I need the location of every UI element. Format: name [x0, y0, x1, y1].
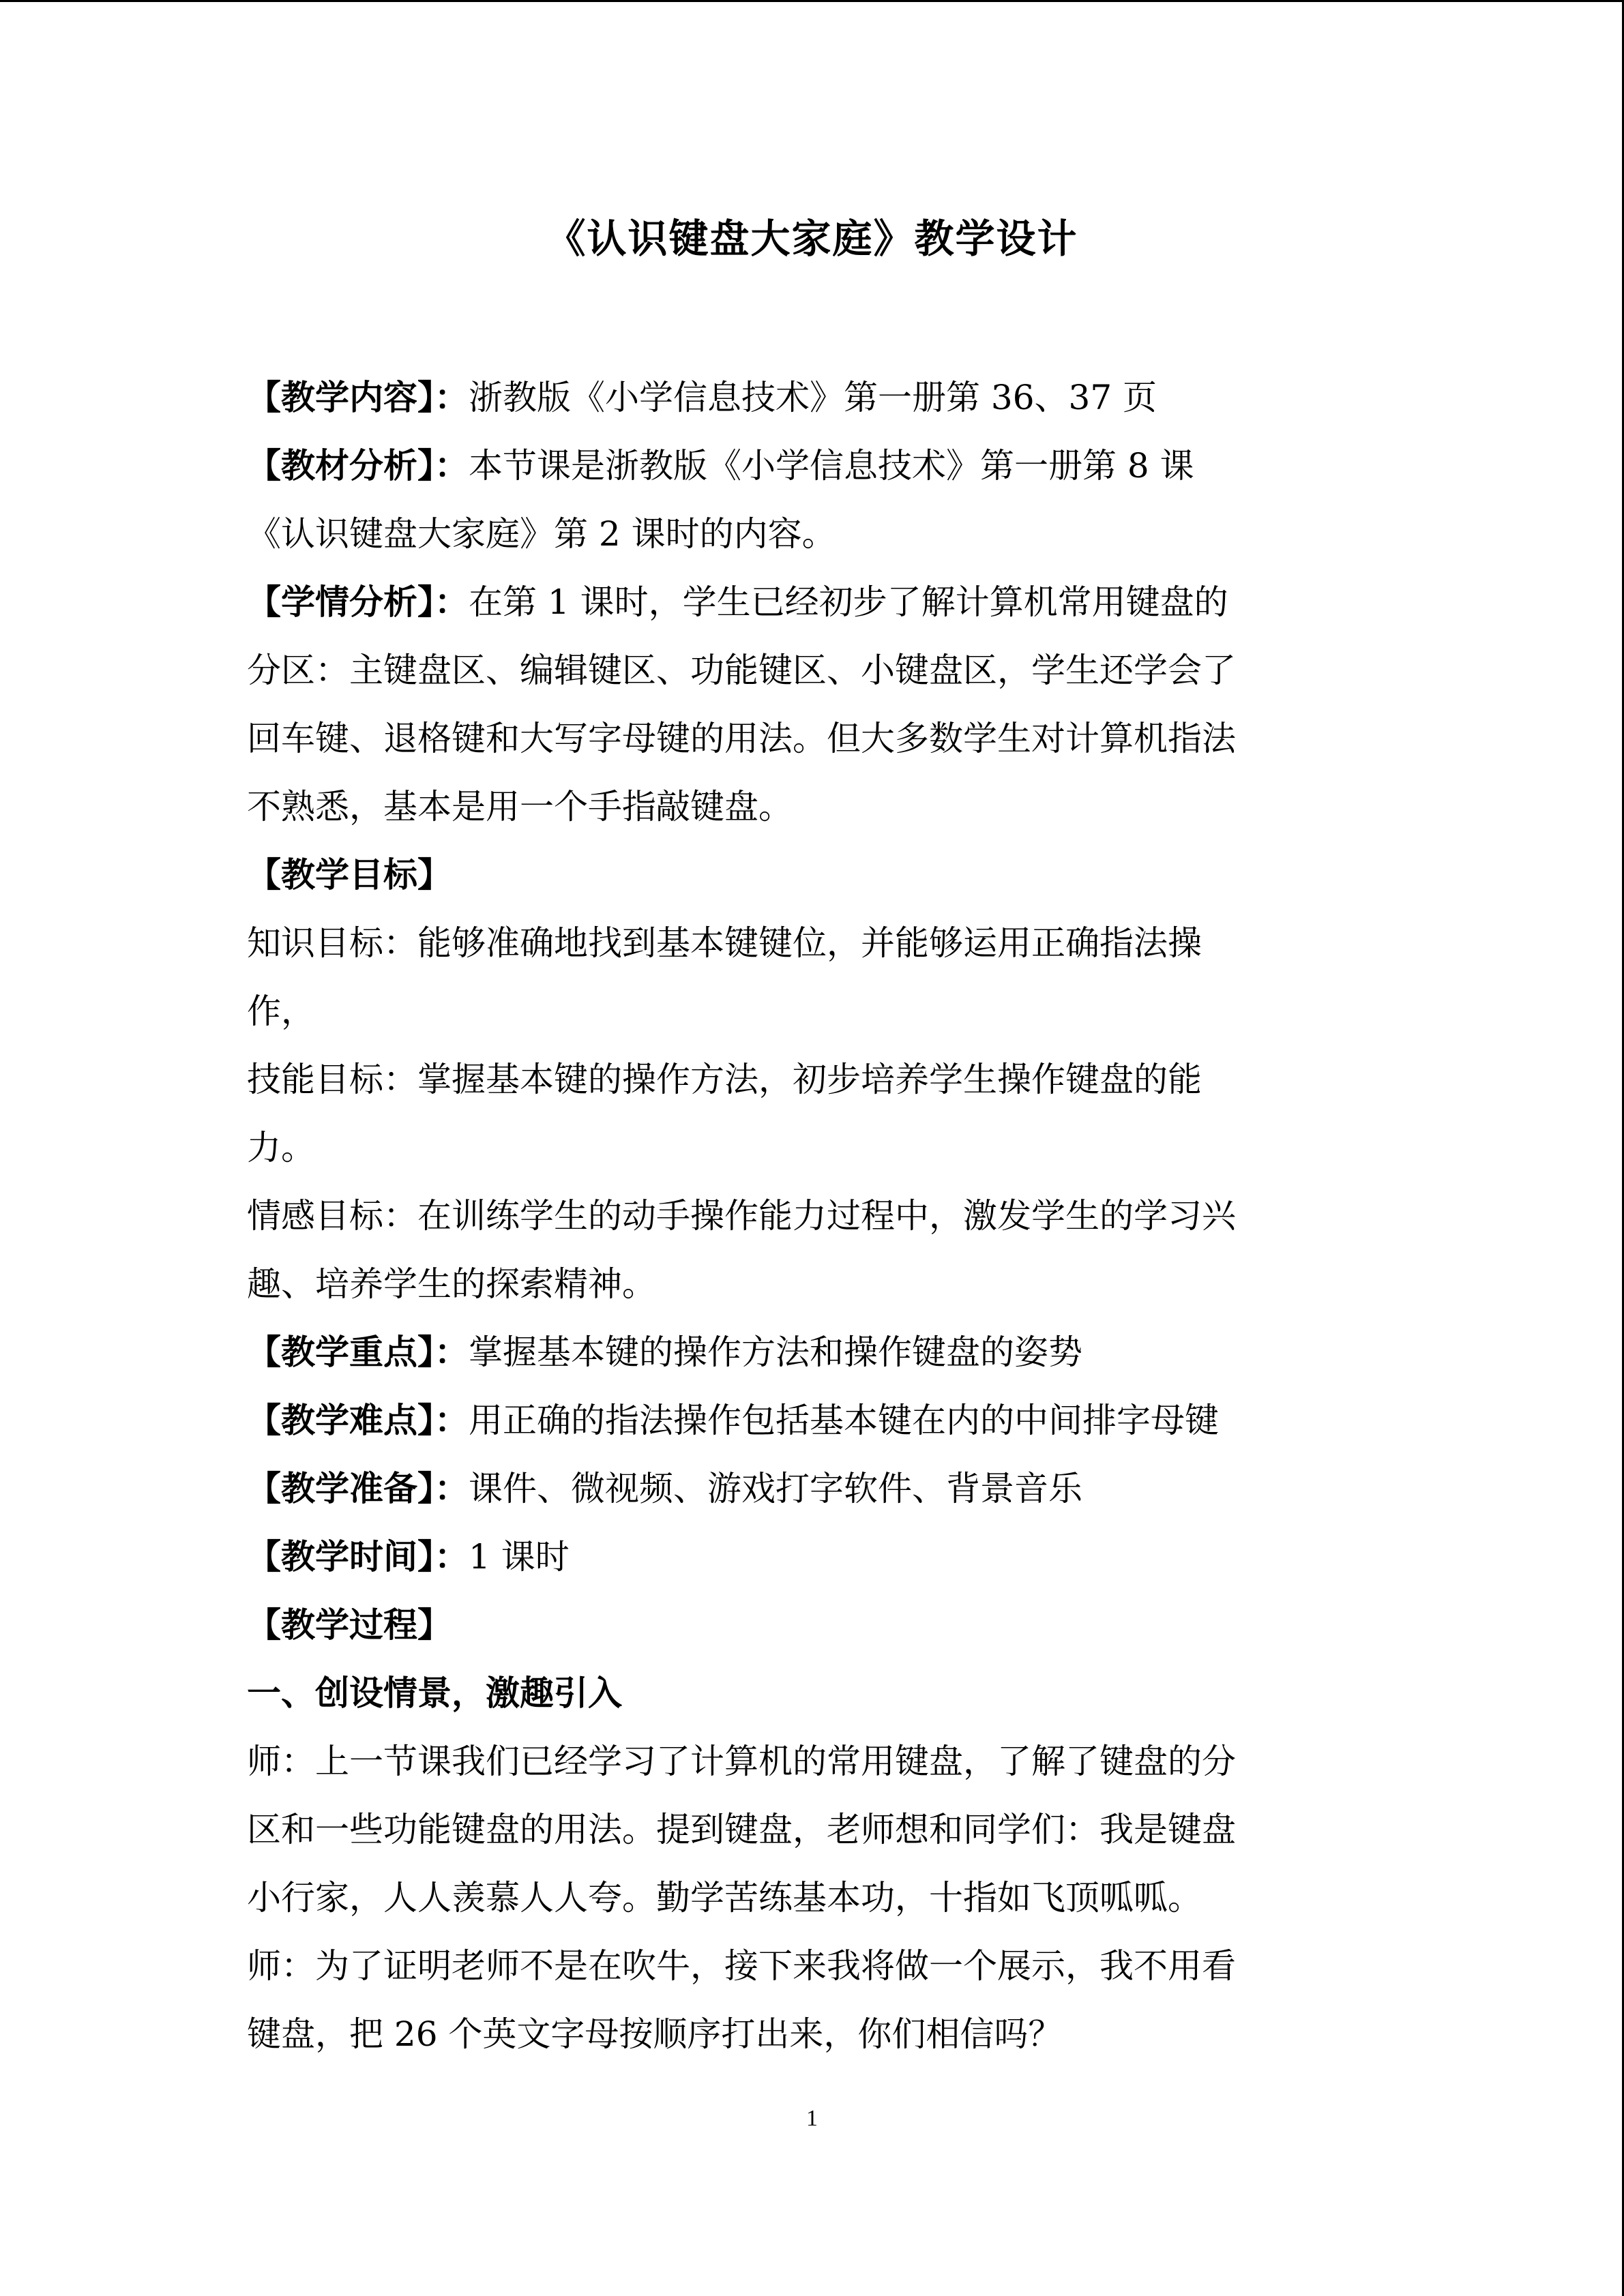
teaching-content-line: [247, 363, 1379, 432]
teacher-speech-continued: [247, 1795, 1379, 1864]
key-points-text: 掌握基本键的操作方法和操作键盘的姿势: [469, 1332, 1082, 1372]
teaching-time-text: 1 课时: [469, 1537, 570, 1577]
section-heading: 【教学目标】: [247, 854, 452, 895]
paragraph-text: 趣、培养学生的探索精神。: [247, 1264, 656, 1304]
teaching-content-text: 浙教版《小学信息技术》第一册第 36、37 页: [469, 378, 1157, 417]
paragraph-text: 分区：主键盘区、编辑键区、功能键区、小键盘区，学生还学会了: [247, 651, 1236, 690]
key-points-label: 【教学重点】：: [247, 1332, 469, 1372]
paragraph-text: 师：为了证明老师不是在吹牛，接下来我将做一个展示，我不用看: [247, 1946, 1236, 1986]
document-title: 《认识键盘大家庭》教学设计: [546, 215, 1078, 262]
document-body: [247, 363, 1379, 2068]
preparation-label: 【教学准备】：: [247, 1468, 469, 1508]
material-analysis-label: 【教材分析】：: [247, 445, 469, 486]
preparation-text: 课件、微视频、游戏打字软件、背景音乐: [469, 1469, 1082, 1508]
skill-goal-line: [247, 1045, 1379, 1114]
paragraph-text: 技能目标：掌握基本键的操作方法，初步培养学生操作键盘的能: [247, 1060, 1202, 1099]
paragraph-text: 《认识键盘大家庭》第 2 课时的内容。: [247, 514, 836, 554]
paragraph-text: 力。: [247, 1128, 315, 1167]
teaching-content-label: 【教学内容】：: [247, 377, 469, 417]
difficult-points-label: 【教学难点】：: [247, 1400, 469, 1440]
subsection-heading: 一、创设情景，激趣引入: [247, 1673, 622, 1713]
paragraph-text: 不熟悉，基本是用一个手指敲键盘。: [247, 787, 793, 826]
paragraph-text: 键盘，把 26 个英文字母按顺序打出来，你们相信吗？: [247, 2014, 1063, 2054]
material-analysis-continued: [247, 500, 1379, 568]
paragraph-text: 回车键、退格键和大写字母键的用法。但大多数学生对计算机指法: [247, 719, 1236, 758]
paragraph-text: 作，: [247, 992, 315, 1031]
student-analysis-continued: [247, 773, 1379, 841]
paragraph-text: 情感目标：在训练学生的动手操作能力过程中，激发学生的学习兴: [247, 1196, 1236, 1236]
paragraph-text: 区和一些功能键盘的用法。提到键盘，老师想和同学们：我是键盘: [247, 1810, 1236, 1849]
knowledge-goal-line: [247, 909, 1379, 977]
material-analysis-text: 本节课是浙教版《小学信息技术》第一册第 8 课: [469, 446, 1194, 486]
teaching-time-line: [247, 1523, 1379, 1591]
skill-goal-continued: [247, 1114, 1379, 1182]
material-analysis-line: [247, 432, 1379, 500]
teacher-speech-line: [247, 1932, 1379, 2000]
student-analysis-line: [247, 568, 1379, 636]
preparation-line: [247, 1455, 1379, 1523]
teaching-goals-heading: [247, 841, 1379, 909]
student-analysis-continued: [247, 704, 1379, 773]
difficult-points-line: [247, 1386, 1379, 1455]
difficult-points-text: 用正确的指法操作包括基本键在内的中间排字母键: [469, 1401, 1219, 1440]
student-analysis-text: 在第 1 课时，学生已经初步了解计算机常用键盘的: [469, 582, 1228, 622]
page-number: 1: [806, 2106, 818, 2131]
teacher-speech-continued: [247, 2000, 1379, 2068]
paragraph-text: 小行家，人人羡慕人人夸。勤学苦练基本功，十指如飞顶呱呱。: [247, 1878, 1202, 1918]
step-one-heading: [247, 1659, 1379, 1727]
paragraph-text: 师：上一节课我们已经学习了计算机的常用键盘，了解了键盘的分: [247, 1742, 1236, 1781]
section-heading: 【教学过程】: [247, 1605, 452, 1645]
emotion-goal-continued: [247, 1250, 1379, 1318]
paragraph-text: 知识目标：能够准确地找到基本键键位，并能够运用正确指法操: [247, 923, 1202, 963]
teacher-speech-line: [247, 1727, 1379, 1795]
teaching-time-label: 【教学时间】：: [247, 1536, 469, 1577]
student-analysis-label: 【学情分析】：: [247, 582, 469, 622]
teacher-speech-continued: [247, 1864, 1379, 1932]
teaching-process-heading: [247, 1591, 1379, 1659]
student-analysis-continued: [247, 636, 1379, 704]
key-points-line: [247, 1318, 1379, 1386]
emotion-goal-line: [247, 1182, 1379, 1250]
knowledge-goal-continued: [247, 977, 1379, 1045]
